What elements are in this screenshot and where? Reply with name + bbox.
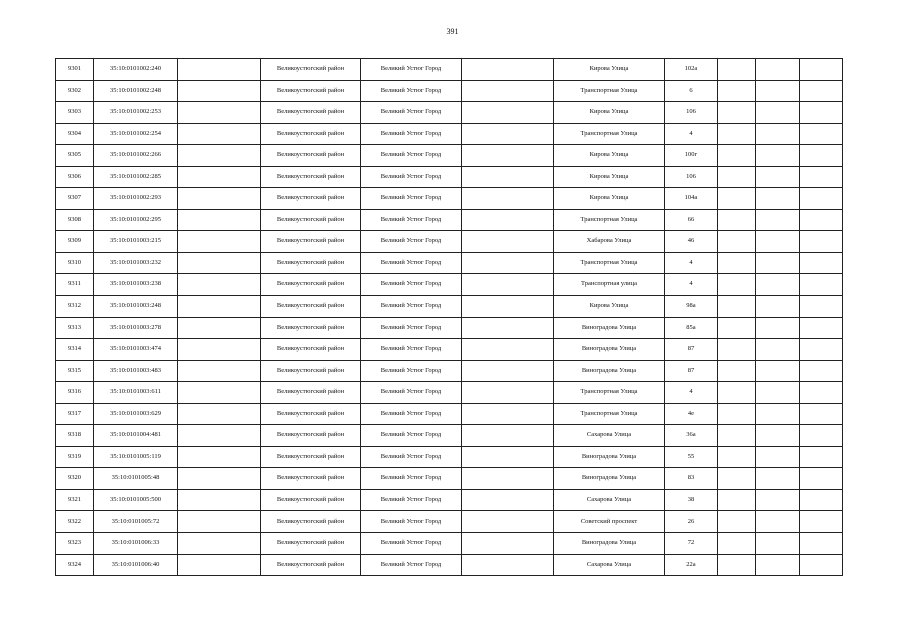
table-row xyxy=(56,425,843,447)
cell-cadastral-number: 35:10:0101003:248 xyxy=(94,296,178,318)
cell-street: Кирова Улица xyxy=(554,145,665,167)
cell-locality: Великий Устюг Город xyxy=(361,382,462,404)
cell-street: Сахарова Улица xyxy=(554,554,665,576)
cell-street: Кирова Улица xyxy=(554,102,665,124)
cell-empty xyxy=(756,533,800,555)
cell-house-number: 4 xyxy=(665,123,718,145)
cell-street: Транспортная Улица xyxy=(554,252,665,274)
cell-empty xyxy=(800,123,843,145)
cell-empty xyxy=(178,468,261,490)
cell-cadastral-number: 35:10:0101002:285 xyxy=(94,166,178,188)
cell-cadastral-number: 35:10:0101003:483 xyxy=(94,360,178,382)
cell-empty xyxy=(800,425,843,447)
cell-empty xyxy=(178,252,261,274)
cell-row-number: 9312 xyxy=(56,296,94,318)
cell-row-number: 9307 xyxy=(56,188,94,210)
cell-empty xyxy=(178,296,261,318)
cell-empty xyxy=(462,425,554,447)
table-row xyxy=(56,209,843,231)
cell-empty xyxy=(718,317,756,339)
cell-street: Кирова Улица xyxy=(554,166,665,188)
cell-empty xyxy=(178,317,261,339)
cell-cadastral-number: 35:10:0101003:238 xyxy=(94,274,178,296)
cell-cadastral-number: 35:10:0101003:278 xyxy=(94,317,178,339)
cell-house-number: 104а xyxy=(665,188,718,210)
cell-row-number: 9310 xyxy=(56,252,94,274)
cell-empty xyxy=(756,102,800,124)
cell-empty xyxy=(718,468,756,490)
cell-empty xyxy=(718,360,756,382)
cell-district: Великоустюгский район xyxy=(261,382,361,404)
cell-row-number: 9301 xyxy=(56,59,94,81)
cell-district: Великоустюгский район xyxy=(261,425,361,447)
cell-cadastral-number: 35:10:0101006:40 xyxy=(94,554,178,576)
cell-empty xyxy=(462,231,554,253)
cell-empty xyxy=(462,317,554,339)
cell-empty xyxy=(756,339,800,361)
cell-locality: Великий Устюг Город xyxy=(361,274,462,296)
cell-row-number: 9316 xyxy=(56,382,94,404)
cell-empty xyxy=(800,446,843,468)
cell-locality: Великий Устюг Город xyxy=(361,252,462,274)
cell-empty xyxy=(800,360,843,382)
cell-empty xyxy=(718,102,756,124)
cell-row-number: 9321 xyxy=(56,489,94,511)
cell-row-number: 9308 xyxy=(56,209,94,231)
cell-row-number: 9320 xyxy=(56,468,94,490)
table-row xyxy=(56,317,843,339)
cell-cadastral-number: 35:10:0101002:293 xyxy=(94,188,178,210)
cell-empty xyxy=(462,533,554,555)
table-body xyxy=(56,59,843,576)
cell-street: Транспортная улица xyxy=(554,274,665,296)
table-row xyxy=(56,360,843,382)
cell-house-number: 36а xyxy=(665,425,718,447)
cell-empty xyxy=(178,533,261,555)
cell-cadastral-number: 35:10:0101005:500 xyxy=(94,489,178,511)
cell-empty xyxy=(800,188,843,210)
cell-empty xyxy=(718,533,756,555)
cell-district: Великоустюгский район xyxy=(261,209,361,231)
cell-locality: Великий Устюг Город xyxy=(361,403,462,425)
cell-empty xyxy=(800,339,843,361)
cell-house-number: 4 xyxy=(665,382,718,404)
cell-cadastral-number: 35:10:0101003:629 xyxy=(94,403,178,425)
cell-empty xyxy=(756,252,800,274)
cell-cadastral-number: 35:10:0101006:33 xyxy=(94,533,178,555)
cell-cadastral-number: 35:10:0101005:119 xyxy=(94,446,178,468)
cell-district: Великоустюгский район xyxy=(261,123,361,145)
cell-empty xyxy=(800,209,843,231)
cell-house-number: 4е xyxy=(665,403,718,425)
cell-empty xyxy=(756,209,800,231)
cell-street: Советский проспект xyxy=(554,511,665,533)
cell-house-number: 98а xyxy=(665,296,718,318)
cell-empty xyxy=(178,188,261,210)
cell-cadastral-number: 35:10:0101002:266 xyxy=(94,145,178,167)
cell-cadastral-number: 35:10:0101002:248 xyxy=(94,80,178,102)
cell-row-number: 9302 xyxy=(56,80,94,102)
table-row xyxy=(56,382,843,404)
cell-empty xyxy=(718,209,756,231)
cell-empty xyxy=(462,511,554,533)
table-row xyxy=(56,59,843,81)
cell-district: Великоустюгский район xyxy=(261,360,361,382)
cell-empty xyxy=(800,468,843,490)
cell-district: Великоустюгский район xyxy=(261,274,361,296)
cell-house-number: 106 xyxy=(665,102,718,124)
table-row xyxy=(56,166,843,188)
cell-empty xyxy=(718,123,756,145)
table-row xyxy=(56,80,843,102)
cell-empty xyxy=(462,274,554,296)
table-row xyxy=(56,554,843,576)
cell-empty xyxy=(178,80,261,102)
cell-empty xyxy=(800,252,843,274)
cell-empty xyxy=(718,80,756,102)
cell-locality: Великий Устюг Город xyxy=(361,468,462,490)
cell-empty xyxy=(756,425,800,447)
cell-empty xyxy=(718,231,756,253)
cell-cadastral-number: 35:10:0101003:474 xyxy=(94,339,178,361)
cell-empty xyxy=(800,511,843,533)
cell-house-number: 87 xyxy=(665,360,718,382)
cell-empty xyxy=(800,403,843,425)
cell-street: Транспортная Улица xyxy=(554,403,665,425)
cell-locality: Великий Устюг Город xyxy=(361,166,462,188)
table-row xyxy=(56,468,843,490)
cell-empty xyxy=(178,382,261,404)
cell-row-number: 9324 xyxy=(56,554,94,576)
cell-empty xyxy=(718,489,756,511)
cell-empty xyxy=(718,59,756,81)
cell-locality: Великий Устюг Город xyxy=(361,317,462,339)
cell-empty xyxy=(756,231,800,253)
table-row xyxy=(56,123,843,145)
cell-empty xyxy=(756,317,800,339)
cell-street: Транспортная Улица xyxy=(554,382,665,404)
cell-house-number: 22а xyxy=(665,554,718,576)
cell-empty xyxy=(462,123,554,145)
table-row xyxy=(56,274,843,296)
cell-district: Великоустюгский район xyxy=(261,554,361,576)
cell-street: Кирова Улица xyxy=(554,59,665,81)
cell-empty xyxy=(178,489,261,511)
property-registry-table xyxy=(55,58,843,576)
cell-empty xyxy=(462,554,554,576)
cell-empty xyxy=(178,274,261,296)
cell-row-number: 9319 xyxy=(56,446,94,468)
cell-empty xyxy=(718,166,756,188)
cell-house-number: 72 xyxy=(665,533,718,555)
cell-district: Великоустюгский район xyxy=(261,252,361,274)
cell-empty xyxy=(462,252,554,274)
table-row xyxy=(56,188,843,210)
cell-cadastral-number: 35:10:0101002:295 xyxy=(94,209,178,231)
cell-empty xyxy=(756,446,800,468)
cell-empty xyxy=(756,511,800,533)
cell-street: Хабарова Улица xyxy=(554,231,665,253)
cell-street: Виноградова Улица xyxy=(554,446,665,468)
cell-row-number: 9315 xyxy=(56,360,94,382)
cell-locality: Великий Устюг Город xyxy=(361,511,462,533)
cell-row-number: 9313 xyxy=(56,317,94,339)
cell-house-number: 83 xyxy=(665,468,718,490)
cell-empty xyxy=(800,102,843,124)
cell-empty xyxy=(718,274,756,296)
cell-empty xyxy=(462,403,554,425)
cell-row-number: 9311 xyxy=(56,274,94,296)
cell-empty xyxy=(718,425,756,447)
table-row xyxy=(56,339,843,361)
cell-empty xyxy=(462,446,554,468)
cell-empty xyxy=(756,468,800,490)
cell-house-number: 4 xyxy=(665,252,718,274)
cell-row-number: 9314 xyxy=(56,339,94,361)
cell-empty xyxy=(718,339,756,361)
cell-row-number: 9323 xyxy=(56,533,94,555)
cell-locality: Великий Устюг Город xyxy=(361,123,462,145)
cell-locality: Великий Устюг Город xyxy=(361,102,462,124)
cell-row-number: 9306 xyxy=(56,166,94,188)
cell-empty xyxy=(462,489,554,511)
cell-empty xyxy=(800,145,843,167)
cell-empty xyxy=(756,59,800,81)
cell-empty xyxy=(462,59,554,81)
cell-street: Транспортная Улица xyxy=(554,80,665,102)
cell-empty xyxy=(800,166,843,188)
cell-empty xyxy=(718,403,756,425)
cell-district: Великоустюгский район xyxy=(261,231,361,253)
cell-empty xyxy=(178,339,261,361)
cell-empty xyxy=(178,511,261,533)
cell-empty xyxy=(756,123,800,145)
cell-empty xyxy=(178,123,261,145)
cell-empty xyxy=(800,59,843,81)
cell-district: Великоустюгский район xyxy=(261,339,361,361)
cell-row-number: 9318 xyxy=(56,425,94,447)
cell-locality: Великий Устюг Город xyxy=(361,231,462,253)
cell-empty xyxy=(178,360,261,382)
cell-row-number: 9322 xyxy=(56,511,94,533)
cell-empty xyxy=(462,166,554,188)
cell-street: Кирова Улица xyxy=(554,296,665,318)
cell-district: Великоустюгский район xyxy=(261,468,361,490)
cell-locality: Великий Устюг Город xyxy=(361,533,462,555)
cell-street: Сахарова Улица xyxy=(554,425,665,447)
cell-empty xyxy=(756,188,800,210)
cell-street: Виноградова Улица xyxy=(554,360,665,382)
cell-district: Великоустюгский район xyxy=(261,102,361,124)
cell-empty xyxy=(800,489,843,511)
cell-empty xyxy=(800,296,843,318)
cell-empty xyxy=(718,188,756,210)
page-number: 391 xyxy=(446,27,459,36)
cell-house-number: 100г xyxy=(665,145,718,167)
cell-district: Великоустюгский район xyxy=(261,296,361,318)
cell-locality: Великий Устюг Город xyxy=(361,209,462,231)
cell-empty xyxy=(462,188,554,210)
cell-district: Великоустюгский район xyxy=(261,188,361,210)
cell-cadastral-number: 35:10:0101002:254 xyxy=(94,123,178,145)
cell-empty xyxy=(462,80,554,102)
cell-district: Великоустюгский район xyxy=(261,145,361,167)
cell-locality: Великий Устюг Город xyxy=(361,59,462,81)
cell-district: Великоустюгский район xyxy=(261,403,361,425)
cell-locality: Великий Устюг Город xyxy=(361,188,462,210)
cell-locality: Великий Устюг Город xyxy=(361,554,462,576)
table-row xyxy=(56,489,843,511)
cell-empty xyxy=(756,274,800,296)
cell-empty xyxy=(800,317,843,339)
cell-street: Транспортная Улица xyxy=(554,123,665,145)
cell-empty xyxy=(756,360,800,382)
cell-empty xyxy=(462,209,554,231)
cell-district: Великоустюгский район xyxy=(261,59,361,81)
cell-locality: Великий Устюг Город xyxy=(361,446,462,468)
cell-empty xyxy=(462,468,554,490)
cell-empty xyxy=(178,231,261,253)
cell-house-number: 55 xyxy=(665,446,718,468)
cell-house-number: 85а xyxy=(665,317,718,339)
table-row xyxy=(56,102,843,124)
cell-empty xyxy=(718,382,756,404)
cell-empty xyxy=(800,554,843,576)
cell-empty xyxy=(756,80,800,102)
cell-empty xyxy=(462,296,554,318)
cell-empty xyxy=(718,296,756,318)
cell-district: Великоустюгский район xyxy=(261,166,361,188)
cell-row-number: 9303 xyxy=(56,102,94,124)
cell-house-number: 66 xyxy=(665,209,718,231)
cell-street: Виноградова Улица xyxy=(554,339,665,361)
cell-empty xyxy=(178,145,261,167)
cell-locality: Великий Устюг Город xyxy=(361,80,462,102)
cell-empty xyxy=(178,102,261,124)
cell-locality: Великий Устюг Город xyxy=(361,296,462,318)
table-row xyxy=(56,296,843,318)
cell-district: Великоустюгский район xyxy=(261,489,361,511)
cell-empty xyxy=(800,231,843,253)
cell-district: Великоустюгский район xyxy=(261,533,361,555)
cell-locality: Великий Устюг Город xyxy=(361,489,462,511)
cell-empty xyxy=(718,554,756,576)
cell-district: Великоустюгский район xyxy=(261,317,361,339)
cell-house-number: 26 xyxy=(665,511,718,533)
cell-empty xyxy=(800,274,843,296)
cell-empty xyxy=(756,403,800,425)
cell-house-number: 87 xyxy=(665,339,718,361)
cell-street: Виноградова Улица xyxy=(554,468,665,490)
cell-district: Великоустюгский район xyxy=(261,511,361,533)
cell-locality: Великий Устюг Город xyxy=(361,339,462,361)
cell-street: Транспортная Улица xyxy=(554,209,665,231)
cell-empty xyxy=(178,59,261,81)
cell-house-number: 102а xyxy=(665,59,718,81)
cell-house-number: 6 xyxy=(665,80,718,102)
table-row xyxy=(56,252,843,274)
cell-cadastral-number: 35:10:0101002:240 xyxy=(94,59,178,81)
cell-house-number: 106 xyxy=(665,166,718,188)
table-row xyxy=(56,533,843,555)
table-row xyxy=(56,231,843,253)
cell-empty xyxy=(718,252,756,274)
cell-house-number: 4 xyxy=(665,274,718,296)
cell-district: Великоустюгский район xyxy=(261,446,361,468)
cell-cadastral-number: 35:10:0101005:48 xyxy=(94,468,178,490)
cell-empty xyxy=(462,360,554,382)
cell-empty xyxy=(718,446,756,468)
cell-empty xyxy=(178,554,261,576)
cell-empty xyxy=(462,382,554,404)
cell-cadastral-number: 35:10:0101005:72 xyxy=(94,511,178,533)
cell-row-number: 9304 xyxy=(56,123,94,145)
cell-empty xyxy=(178,209,261,231)
cell-cadastral-number: 35:10:0101002:253 xyxy=(94,102,178,124)
cell-empty xyxy=(756,145,800,167)
cell-row-number: 9309 xyxy=(56,231,94,253)
cell-empty xyxy=(800,80,843,102)
cell-cadastral-number: 35:10:0101004:481 xyxy=(94,425,178,447)
table-row xyxy=(56,403,843,425)
cell-empty xyxy=(800,382,843,404)
cell-street: Виноградова Улица xyxy=(554,533,665,555)
cell-row-number: 9305 xyxy=(56,145,94,167)
cell-empty xyxy=(756,166,800,188)
table-row xyxy=(56,446,843,468)
cell-empty xyxy=(178,425,261,447)
table-row xyxy=(56,145,843,167)
cell-empty xyxy=(462,145,554,167)
cell-cadastral-number: 35:10:0101003:215 xyxy=(94,231,178,253)
cell-district: Великоустюгский район xyxy=(261,80,361,102)
cell-empty xyxy=(756,382,800,404)
cell-street: Кирова Улица xyxy=(554,188,665,210)
cell-empty xyxy=(178,446,261,468)
cell-row-number: 9317 xyxy=(56,403,94,425)
table-row xyxy=(56,511,843,533)
cell-empty xyxy=(462,339,554,361)
cell-cadastral-number: 35:10:0101003:232 xyxy=(94,252,178,274)
cell-empty xyxy=(718,511,756,533)
cell-cadastral-number: 35:10:0101003:611 xyxy=(94,382,178,404)
cell-empty xyxy=(756,296,800,318)
cell-house-number: 38 xyxy=(665,489,718,511)
cell-empty xyxy=(178,166,261,188)
cell-empty xyxy=(718,145,756,167)
cell-empty xyxy=(462,102,554,124)
cell-empty xyxy=(178,403,261,425)
cell-street: Сахарова Улица xyxy=(554,489,665,511)
cell-house-number: 46 xyxy=(665,231,718,253)
cell-locality: Великий Устюг Город xyxy=(361,145,462,167)
cell-street: Виноградова Улица xyxy=(554,317,665,339)
cell-empty xyxy=(756,489,800,511)
cell-empty xyxy=(756,554,800,576)
cell-empty xyxy=(800,533,843,555)
cell-locality: Великий Устюг Город xyxy=(361,425,462,447)
cell-locality: Великий Устюг Город xyxy=(361,360,462,382)
